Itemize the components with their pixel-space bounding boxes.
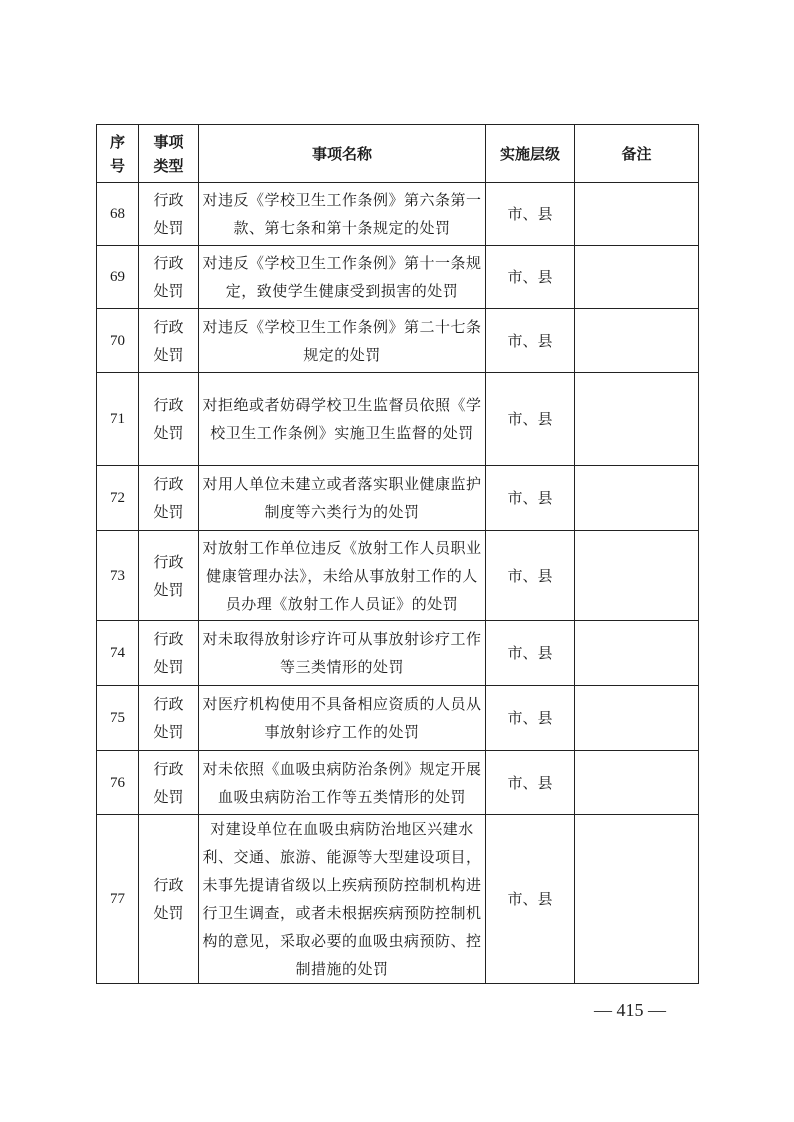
row-type: 行政处罚 bbox=[139, 751, 199, 815]
row-no: 73 bbox=[97, 531, 139, 621]
row-note bbox=[575, 246, 699, 309]
header-name: 事项名称 bbox=[199, 125, 486, 183]
row-no: 75 bbox=[97, 686, 139, 751]
row-no: 72 bbox=[97, 466, 139, 531]
row-note bbox=[575, 531, 699, 621]
row-type: 行政处罚 bbox=[139, 373, 199, 466]
row-name: 对建设单位在血吸虫病防治地区兴建水利、交通、旅游、能源等大型建设项目，未事先提请省级以上疾病预防控制机构进行卫生调查，或者未根据疾病预防控制机构的意见，采取必要的血吸虫病预防、控制措施的处罚 bbox=[199, 815, 486, 984]
row-level: 市、县 bbox=[486, 621, 575, 686]
row-name: 对医疗机构使用不具备相应资质的人员从事放射诊疗工作的处罚 bbox=[199, 686, 486, 751]
row-level: 市、县 bbox=[486, 183, 575, 246]
row-note bbox=[575, 466, 699, 531]
header-level: 实施层级 bbox=[486, 125, 575, 183]
row-type: 行政处罚 bbox=[139, 686, 199, 751]
row-no: 74 bbox=[97, 621, 139, 686]
row-level: 市、县 bbox=[486, 531, 575, 621]
row-type: 行政处罚 bbox=[139, 815, 199, 984]
row-name: 对违反《学校卫生工作条例》第六条第一款、第七条和第十条规定的处罚 bbox=[199, 183, 486, 246]
row-level: 市、县 bbox=[486, 815, 575, 984]
matters-table bbox=[96, 124, 699, 984]
row-level: 市、县 bbox=[486, 246, 575, 309]
table-row bbox=[97, 686, 699, 751]
row-type: 行政处罚 bbox=[139, 531, 199, 621]
row-name: 对未依照《血吸虫病防治条例》规定开展血吸虫病防治工作等五类情形的处罚 bbox=[199, 751, 486, 815]
table-header-row bbox=[97, 125, 699, 183]
row-no: 76 bbox=[97, 751, 139, 815]
header-no: 序号 bbox=[97, 125, 139, 183]
row-note bbox=[575, 373, 699, 466]
header-type: 事项类型 bbox=[139, 125, 199, 183]
table-row bbox=[97, 309, 699, 373]
table-row bbox=[97, 246, 699, 309]
row-note bbox=[575, 183, 699, 246]
row-note bbox=[575, 686, 699, 751]
table-row bbox=[97, 531, 699, 621]
row-level: 市、县 bbox=[486, 751, 575, 815]
table-row bbox=[97, 815, 699, 984]
row-type: 行政处罚 bbox=[139, 621, 199, 686]
row-name: 对未取得放射诊疗许可从事放射诊疗工作等三类情形的处罚 bbox=[199, 621, 486, 686]
row-note bbox=[575, 309, 699, 373]
row-name: 对用人单位未建立或者落实职业健康监护制度等六类行为的处罚 bbox=[199, 466, 486, 531]
row-name: 对违反《学校卫生工作条例》第十一条规定，致使学生健康受到损害的处罚 bbox=[199, 246, 486, 309]
table-row bbox=[97, 621, 699, 686]
row-type: 行政处罚 bbox=[139, 183, 199, 246]
page-number: — 415 — bbox=[594, 1000, 666, 1020]
row-type: 行政处罚 bbox=[139, 466, 199, 531]
row-no: 70 bbox=[97, 309, 139, 373]
table-row bbox=[97, 183, 699, 246]
row-name: 对违反《学校卫生工作条例》第二十七条规定的处罚 bbox=[199, 309, 486, 373]
row-level: 市、县 bbox=[486, 686, 575, 751]
table-row bbox=[97, 466, 699, 531]
row-note bbox=[575, 815, 699, 984]
row-note bbox=[575, 621, 699, 686]
header-note: 备注 bbox=[575, 125, 699, 183]
row-type: 行政处罚 bbox=[139, 246, 199, 309]
table-row bbox=[97, 751, 699, 815]
row-name: 对拒绝或者妨碍学校卫生监督员依照《学校卫生工作条例》实施卫生监督的处罚 bbox=[199, 373, 486, 466]
row-level: 市、县 bbox=[486, 373, 575, 466]
row-no: 68 bbox=[97, 183, 139, 246]
row-note bbox=[575, 751, 699, 815]
row-name: 对放射工作单位违反《放射工作人员职业健康管理办法》，未给从事放射工作的人员办理《放射工作人员证》的处罚 bbox=[199, 531, 486, 621]
row-level: 市、县 bbox=[486, 466, 575, 531]
row-type: 行政处罚 bbox=[139, 309, 199, 373]
row-no: 77 bbox=[97, 815, 139, 984]
row-no: 71 bbox=[97, 373, 139, 466]
table-row bbox=[97, 373, 699, 466]
row-level: 市、县 bbox=[486, 309, 575, 373]
row-no: 69 bbox=[97, 246, 139, 309]
